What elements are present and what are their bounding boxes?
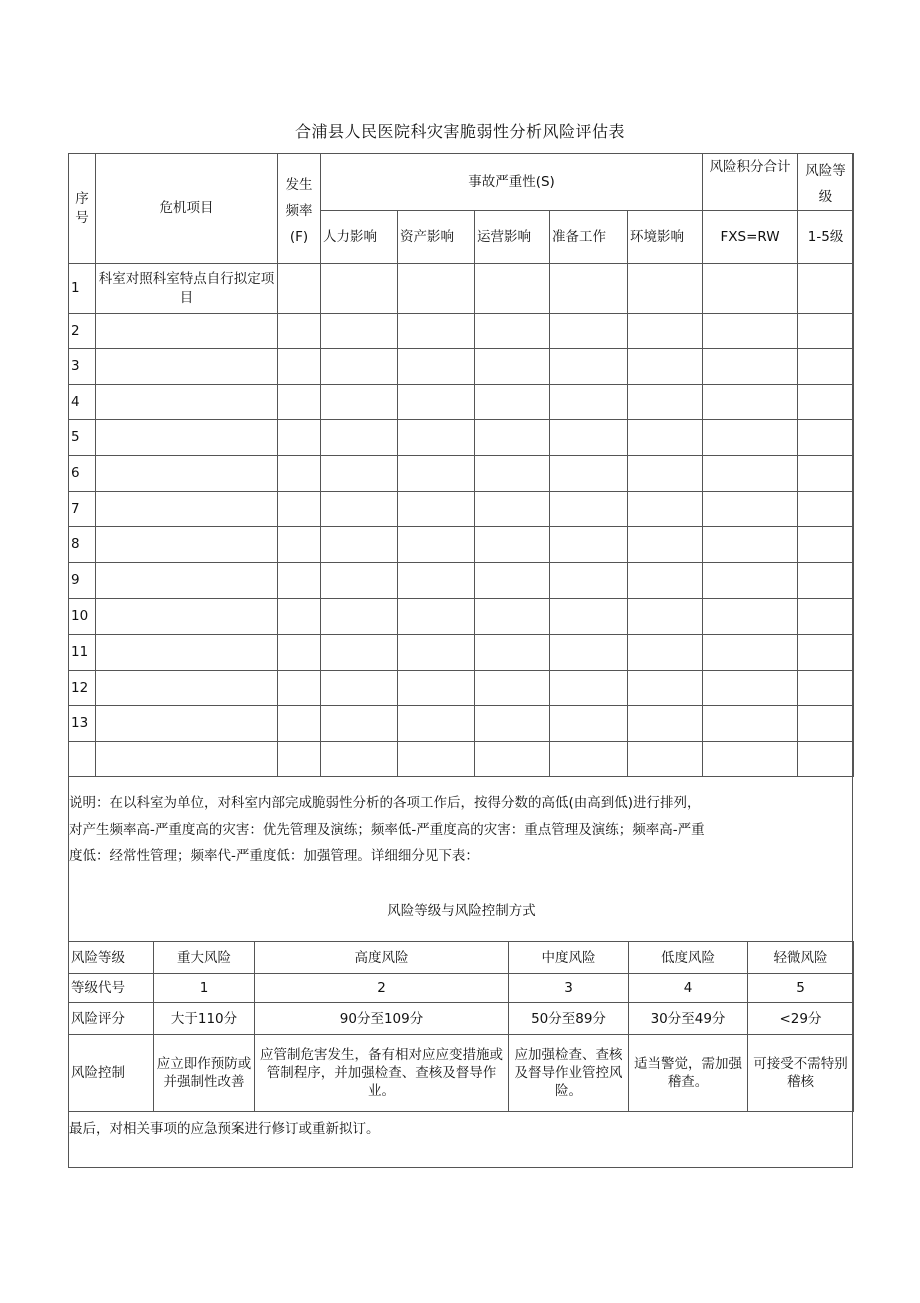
score-cell: [321, 706, 398, 742]
score-cell: [398, 492, 475, 527]
risk-cell: 应立即作预防或并强制性改善: [154, 1035, 255, 1112]
score-cell: [475, 349, 550, 385]
score-cell: [550, 420, 628, 456]
score-cell: [475, 492, 550, 527]
score-cell: [798, 527, 854, 563]
score-cell: [475, 385, 550, 420]
risk-level-table: [68, 941, 854, 1112]
score-cell: [798, 635, 854, 671]
score-cell: [278, 635, 321, 671]
risk-table-title: 风险等级与风险控制方式: [387, 903, 536, 919]
score-cell: [798, 671, 854, 706]
risk-row: [69, 1003, 854, 1035]
score-cell: [628, 563, 703, 599]
score-cell: [628, 349, 703, 385]
row-number: 11: [69, 635, 96, 671]
table-row: [69, 314, 854, 349]
score-cell: [703, 635, 798, 671]
row-number: 1: [69, 264, 96, 314]
row-number: 9: [69, 563, 96, 599]
score-cell: [550, 492, 628, 527]
row-number: 13: [69, 706, 96, 742]
risk-row-label: 风险评分: [69, 1003, 154, 1035]
score-cell: [703, 706, 798, 742]
score-cell: [475, 527, 550, 563]
assessment-form: [68, 153, 853, 1168]
row-number: 6: [69, 456, 96, 492]
score-cell: [798, 456, 854, 492]
row-item: [96, 742, 278, 777]
row-number: 3: [69, 349, 96, 385]
score-cell: [703, 742, 798, 777]
score-cell: [278, 742, 321, 777]
table-row: [69, 492, 854, 527]
row-number: 5: [69, 420, 96, 456]
risk-cell: 90分至109分: [255, 1003, 509, 1035]
score-cell: [703, 385, 798, 420]
score-cell: [550, 671, 628, 706]
header-frequency: 发生频率(F): [278, 154, 321, 264]
score-cell: [321, 599, 398, 635]
risk-row-label: 等级代号: [69, 974, 154, 1003]
score-cell: [278, 456, 321, 492]
risk-cell: 2: [255, 974, 509, 1003]
score-cell: [475, 635, 550, 671]
score-cell: [398, 742, 475, 777]
score-cell: [628, 635, 703, 671]
score-cell: [628, 671, 703, 706]
score-cell: [398, 635, 475, 671]
risk-cell: 低度风险: [629, 942, 748, 974]
score-cell: [798, 599, 854, 635]
header-operation: 运营影响: [475, 211, 550, 264]
score-cell: [321, 456, 398, 492]
row-item: [96, 671, 278, 706]
score-cell: [398, 599, 475, 635]
risk-cell: 轻微风险: [748, 942, 854, 974]
score-cell: [550, 706, 628, 742]
risk-row: [69, 974, 854, 1003]
score-cell: [321, 527, 398, 563]
row-item: [96, 420, 278, 456]
score-cell: [321, 349, 398, 385]
score-cell: [628, 456, 703, 492]
risk-row: [69, 1035, 854, 1112]
row-number: 12: [69, 671, 96, 706]
score-cell: [398, 385, 475, 420]
score-cell: [278, 349, 321, 385]
row-number: 7: [69, 492, 96, 527]
score-cell: [278, 492, 321, 527]
final-note: 最后，对相关事项的应急预案进行修订或重新拟订。: [69, 1121, 380, 1137]
score-cell: [798, 492, 854, 527]
score-cell: [628, 742, 703, 777]
score-cell: [475, 563, 550, 599]
header-severity: 事故严重性(S): [321, 154, 703, 211]
row-item: [96, 314, 278, 349]
table-row: [69, 599, 854, 635]
table-row: [69, 264, 854, 314]
score-cell: [628, 385, 703, 420]
table-row: [69, 563, 854, 599]
score-cell: [798, 385, 854, 420]
score-cell: [550, 527, 628, 563]
header-env: 环境影响: [628, 211, 703, 264]
table-row: [69, 706, 854, 742]
row-number: 10: [69, 599, 96, 635]
header-level: 风险等级: [798, 154, 854, 211]
score-cell: [703, 456, 798, 492]
header-score-total: 风险积分合计: [703, 154, 798, 211]
score-cell: [628, 492, 703, 527]
score-cell: [321, 492, 398, 527]
score-cell: [475, 706, 550, 742]
table-row: [69, 742, 854, 777]
score-cell: [703, 264, 798, 314]
score-cell: [550, 742, 628, 777]
risk-cell: 高度风险: [255, 942, 509, 974]
score-cell: [278, 563, 321, 599]
explanation-note: [69, 777, 854, 942]
score-cell: [550, 385, 628, 420]
risk-cell: 30分至49分: [629, 1003, 748, 1035]
row-number: 8: [69, 527, 96, 563]
score-cell: [398, 264, 475, 314]
score-cell: [550, 456, 628, 492]
score-cell: [703, 492, 798, 527]
page-title: 合浦县人民医院科灾害脆弱性分析风险评估表: [294, 122, 625, 141]
score-cell: [398, 563, 475, 599]
score-cell: [628, 599, 703, 635]
score-cell: [475, 599, 550, 635]
score-cell: [550, 264, 628, 314]
score-cell: [703, 671, 798, 706]
table-row: [69, 527, 854, 563]
risk-cell: 中度风险: [509, 942, 629, 974]
score-cell: [398, 671, 475, 706]
score-cell: [475, 671, 550, 706]
header-asset: 资产影响: [398, 211, 475, 264]
score-cell: [321, 420, 398, 456]
score-cell: [278, 599, 321, 635]
score-cell: [321, 671, 398, 706]
score-cell: [550, 563, 628, 599]
score-cell: [628, 264, 703, 314]
score-cell: [550, 314, 628, 349]
score-cell: [278, 264, 321, 314]
risk-cell: 4: [629, 974, 748, 1003]
score-cell: [798, 314, 854, 349]
score-cell: [798, 742, 854, 777]
score-cell: [321, 264, 398, 314]
score-cell: [278, 385, 321, 420]
score-cell: [398, 420, 475, 456]
score-cell: [703, 563, 798, 599]
score-cell: [278, 671, 321, 706]
score-cell: [550, 599, 628, 635]
row-item: [96, 456, 278, 492]
score-cell: [628, 420, 703, 456]
score-cell: [628, 527, 703, 563]
risk-cell: 大于110分: [154, 1003, 255, 1035]
score-cell: [278, 527, 321, 563]
score-cell: [475, 314, 550, 349]
score-cell: [475, 264, 550, 314]
risk-cell: 5: [748, 974, 854, 1003]
score-cell: [475, 456, 550, 492]
row-number: 4: [69, 385, 96, 420]
risk-row-label: 风险等级: [69, 942, 154, 974]
score-cell: [398, 456, 475, 492]
note-line-2: 对产生频率高-严重度高的灾害：优先管理及演练；频率低-严重度高的灾害：重点管理及演练；频率高-严重: [69, 822, 705, 838]
risk-cell: 应管制危害发生，备有相对应应变措施或管制程序，并加强检查、查核及督导作业。: [255, 1035, 509, 1112]
score-cell: [703, 599, 798, 635]
table-row: [69, 635, 854, 671]
table-row: [69, 385, 854, 420]
table-row: [69, 420, 854, 456]
score-cell: [278, 420, 321, 456]
score-cell: [798, 706, 854, 742]
score-cell: [703, 527, 798, 563]
score-cell: [321, 563, 398, 599]
score-cell: [703, 420, 798, 456]
table-row: [69, 671, 854, 706]
row-number: [69, 742, 96, 777]
header-level-range: 1-5级: [798, 211, 854, 264]
header-human: 人力影响: [321, 211, 398, 264]
score-cell: [398, 706, 475, 742]
score-cell: [475, 420, 550, 456]
score-cell: [798, 264, 854, 314]
score-cell: [703, 314, 798, 349]
table-row: [69, 456, 854, 492]
risk-row: [69, 942, 854, 974]
score-cell: [278, 314, 321, 349]
score-cell: [798, 420, 854, 456]
score-cell: [321, 314, 398, 349]
score-cell: [628, 706, 703, 742]
score-cell: [398, 349, 475, 385]
row-item: [96, 563, 278, 599]
score-cell: [798, 349, 854, 385]
row-item: [96, 349, 278, 385]
note-line-1: 说明：在以科室为单位，对科室内部完成脆弱性分析的各项工作后，按得分数的高低(由高到低)进行排列，: [69, 795, 701, 811]
risk-cell: <29分: [748, 1003, 854, 1035]
row-item: [96, 492, 278, 527]
row-item: [96, 385, 278, 420]
risk-cell: 可接受不需特别稽核: [748, 1035, 854, 1112]
risk-cell: 应加强检查、查核及督导作业管控风险。: [509, 1035, 629, 1112]
row-number: 2: [69, 314, 96, 349]
header-item: 危机项目: [96, 154, 278, 264]
header-prep: 准备工作: [550, 211, 628, 264]
risk-cell: 3: [509, 974, 629, 1003]
header-score-formula: FXS=RW: [703, 211, 798, 264]
score-cell: [321, 635, 398, 671]
header-seq: 序号: [69, 154, 96, 264]
hazard-table: [68, 153, 854, 777]
score-cell: [398, 527, 475, 563]
score-cell: [321, 385, 398, 420]
table-row: [69, 349, 854, 385]
row-item: [96, 527, 278, 563]
row-item: 科室对照科室特点自行拟定项目: [96, 264, 278, 314]
risk-cell: 50分至89分: [509, 1003, 629, 1035]
score-cell: [703, 349, 798, 385]
risk-cell: 适当警觉，需加强稽查。: [629, 1035, 748, 1112]
risk-row-label: 风险控制: [69, 1035, 154, 1112]
score-cell: [628, 314, 703, 349]
row-item: [96, 706, 278, 742]
score-cell: [798, 563, 854, 599]
risk-cell: 重大风险: [154, 942, 255, 974]
row-item: [96, 635, 278, 671]
risk-cell: 1: [154, 974, 255, 1003]
score-cell: [475, 742, 550, 777]
note-line-3: 度低：经常性管理；频率代-严重度低：加强管理。详细细分见下表：: [69, 848, 479, 864]
score-cell: [550, 349, 628, 385]
score-cell: [278, 706, 321, 742]
score-cell: [550, 635, 628, 671]
score-cell: [398, 314, 475, 349]
row-item: [96, 599, 278, 635]
score-cell: [321, 742, 398, 777]
